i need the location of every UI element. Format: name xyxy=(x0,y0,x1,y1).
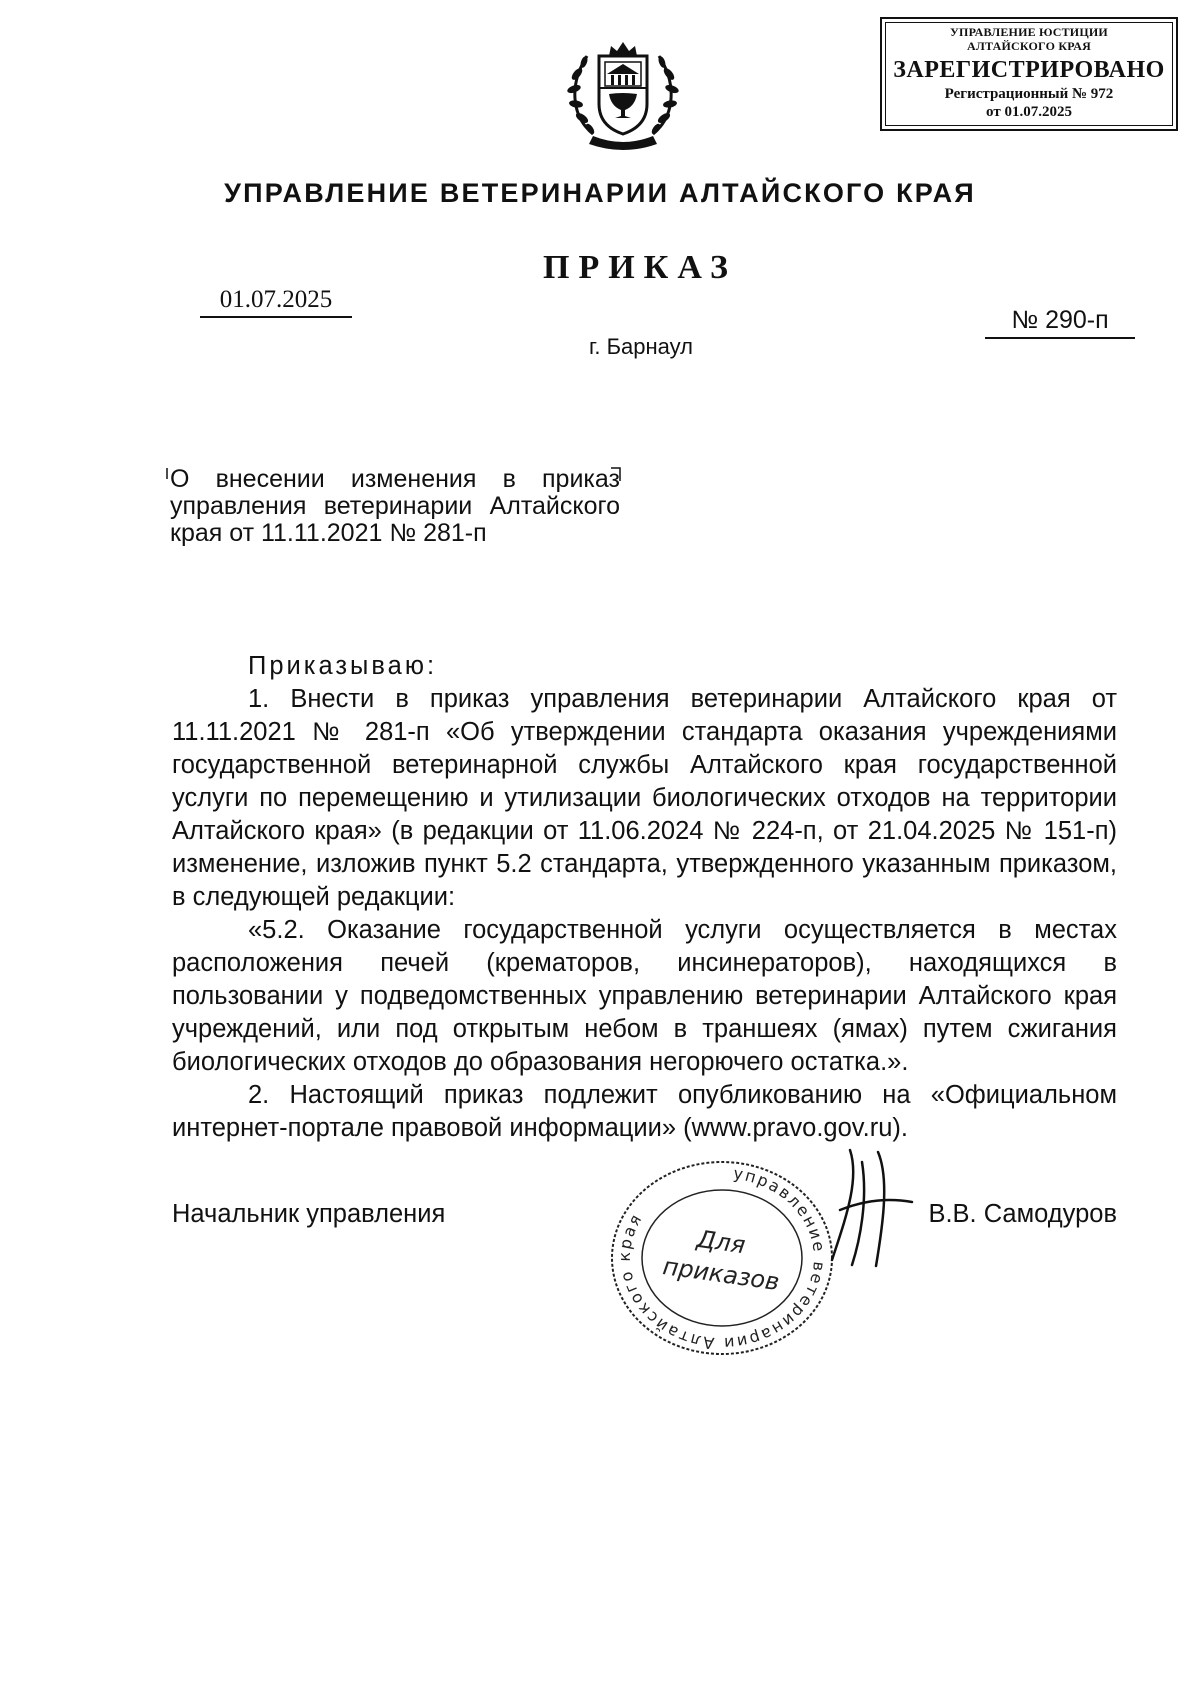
document-body xyxy=(172,650,1117,1145)
signatory-name: В.В. Самодуров xyxy=(928,1200,1117,1228)
document-city: г. Барнаул xyxy=(589,334,693,359)
registration-stamp xyxy=(880,17,1178,131)
body-paragraph-2: «5.2. Оказание государственной услуги осуществляется в местах расположения печей (крематоров, инсинераторов), находящихся в пользовании у подведомственных управлению ветеринарии Алтайского края учреждений, или под открытым небом в траншеях (ямах) путем сжигания биологических отходов до образования негорючего остатка.». xyxy=(172,916,1117,1076)
handwritten-signature xyxy=(820,1140,920,1270)
official-seal xyxy=(602,1148,842,1358)
stamp-reg-number: Регистрационный № 972 xyxy=(944,86,1114,102)
document-number: № 290-п xyxy=(985,306,1135,339)
stamp-status: ЗАРЕГИСТРИРОВАНО xyxy=(893,57,1165,83)
document-date: 01.07.2025 xyxy=(200,286,352,318)
organization-title: УПРАВЛЕНИЕ ВЕТЕРИНАРИИ АЛТАЙСКОГО КРАЯ xyxy=(224,178,976,208)
stamp-reg-date: от 01.07.2025 xyxy=(986,104,1072,120)
order-intro: Приказываю: xyxy=(248,652,438,680)
seal-center-line1: Для xyxy=(695,1224,748,1260)
seal-center-line2: приказов xyxy=(661,1252,782,1297)
body-paragraph-1: 1. Внести в приказ управления ветеринарии Алтайского края от 11.11.2021 № 281-п «Об утверждении стандарта оказания учреждениями государственной ветеринарной службы Алтайского края государственной услуги по перемещению и утилизации биологических отходов на территории Алтайского края» (в редакции от 11.06.2024 № 224-п, от 21.04.2025 № 151-п) изменение, изложив пункт 5.2 стандарта, утвержденного указанным приказом, в следующей редакции: xyxy=(172,685,1117,911)
stamp-authority-line2: АЛТАЙСКОГО КРАЯ xyxy=(967,39,1091,53)
subject-bracket-right-icon xyxy=(610,467,622,491)
document-type: ПРИКАЗ xyxy=(543,249,737,286)
stamp-authority-line1: УПРАВЛЕНИЕ ЮСТИЦИИ xyxy=(950,25,1108,39)
document-subject: О внесении изменения в приказ управления ветеринарии Алтайского края от 11.11.2021 № 281-п xyxy=(170,465,620,547)
body-paragraph-3: 2. Настоящий приказ подлежит опубликованию на «Официальном интернет-портале правовой информации» (www.pravo.gov.ru). xyxy=(172,1081,1117,1142)
seal-ring-text: управление ветеринарии Алтайского края xyxy=(614,1163,830,1354)
altai-krai-coat-of-arms-icon xyxy=(563,34,683,154)
signatory-role: Начальник управления xyxy=(172,1200,446,1228)
